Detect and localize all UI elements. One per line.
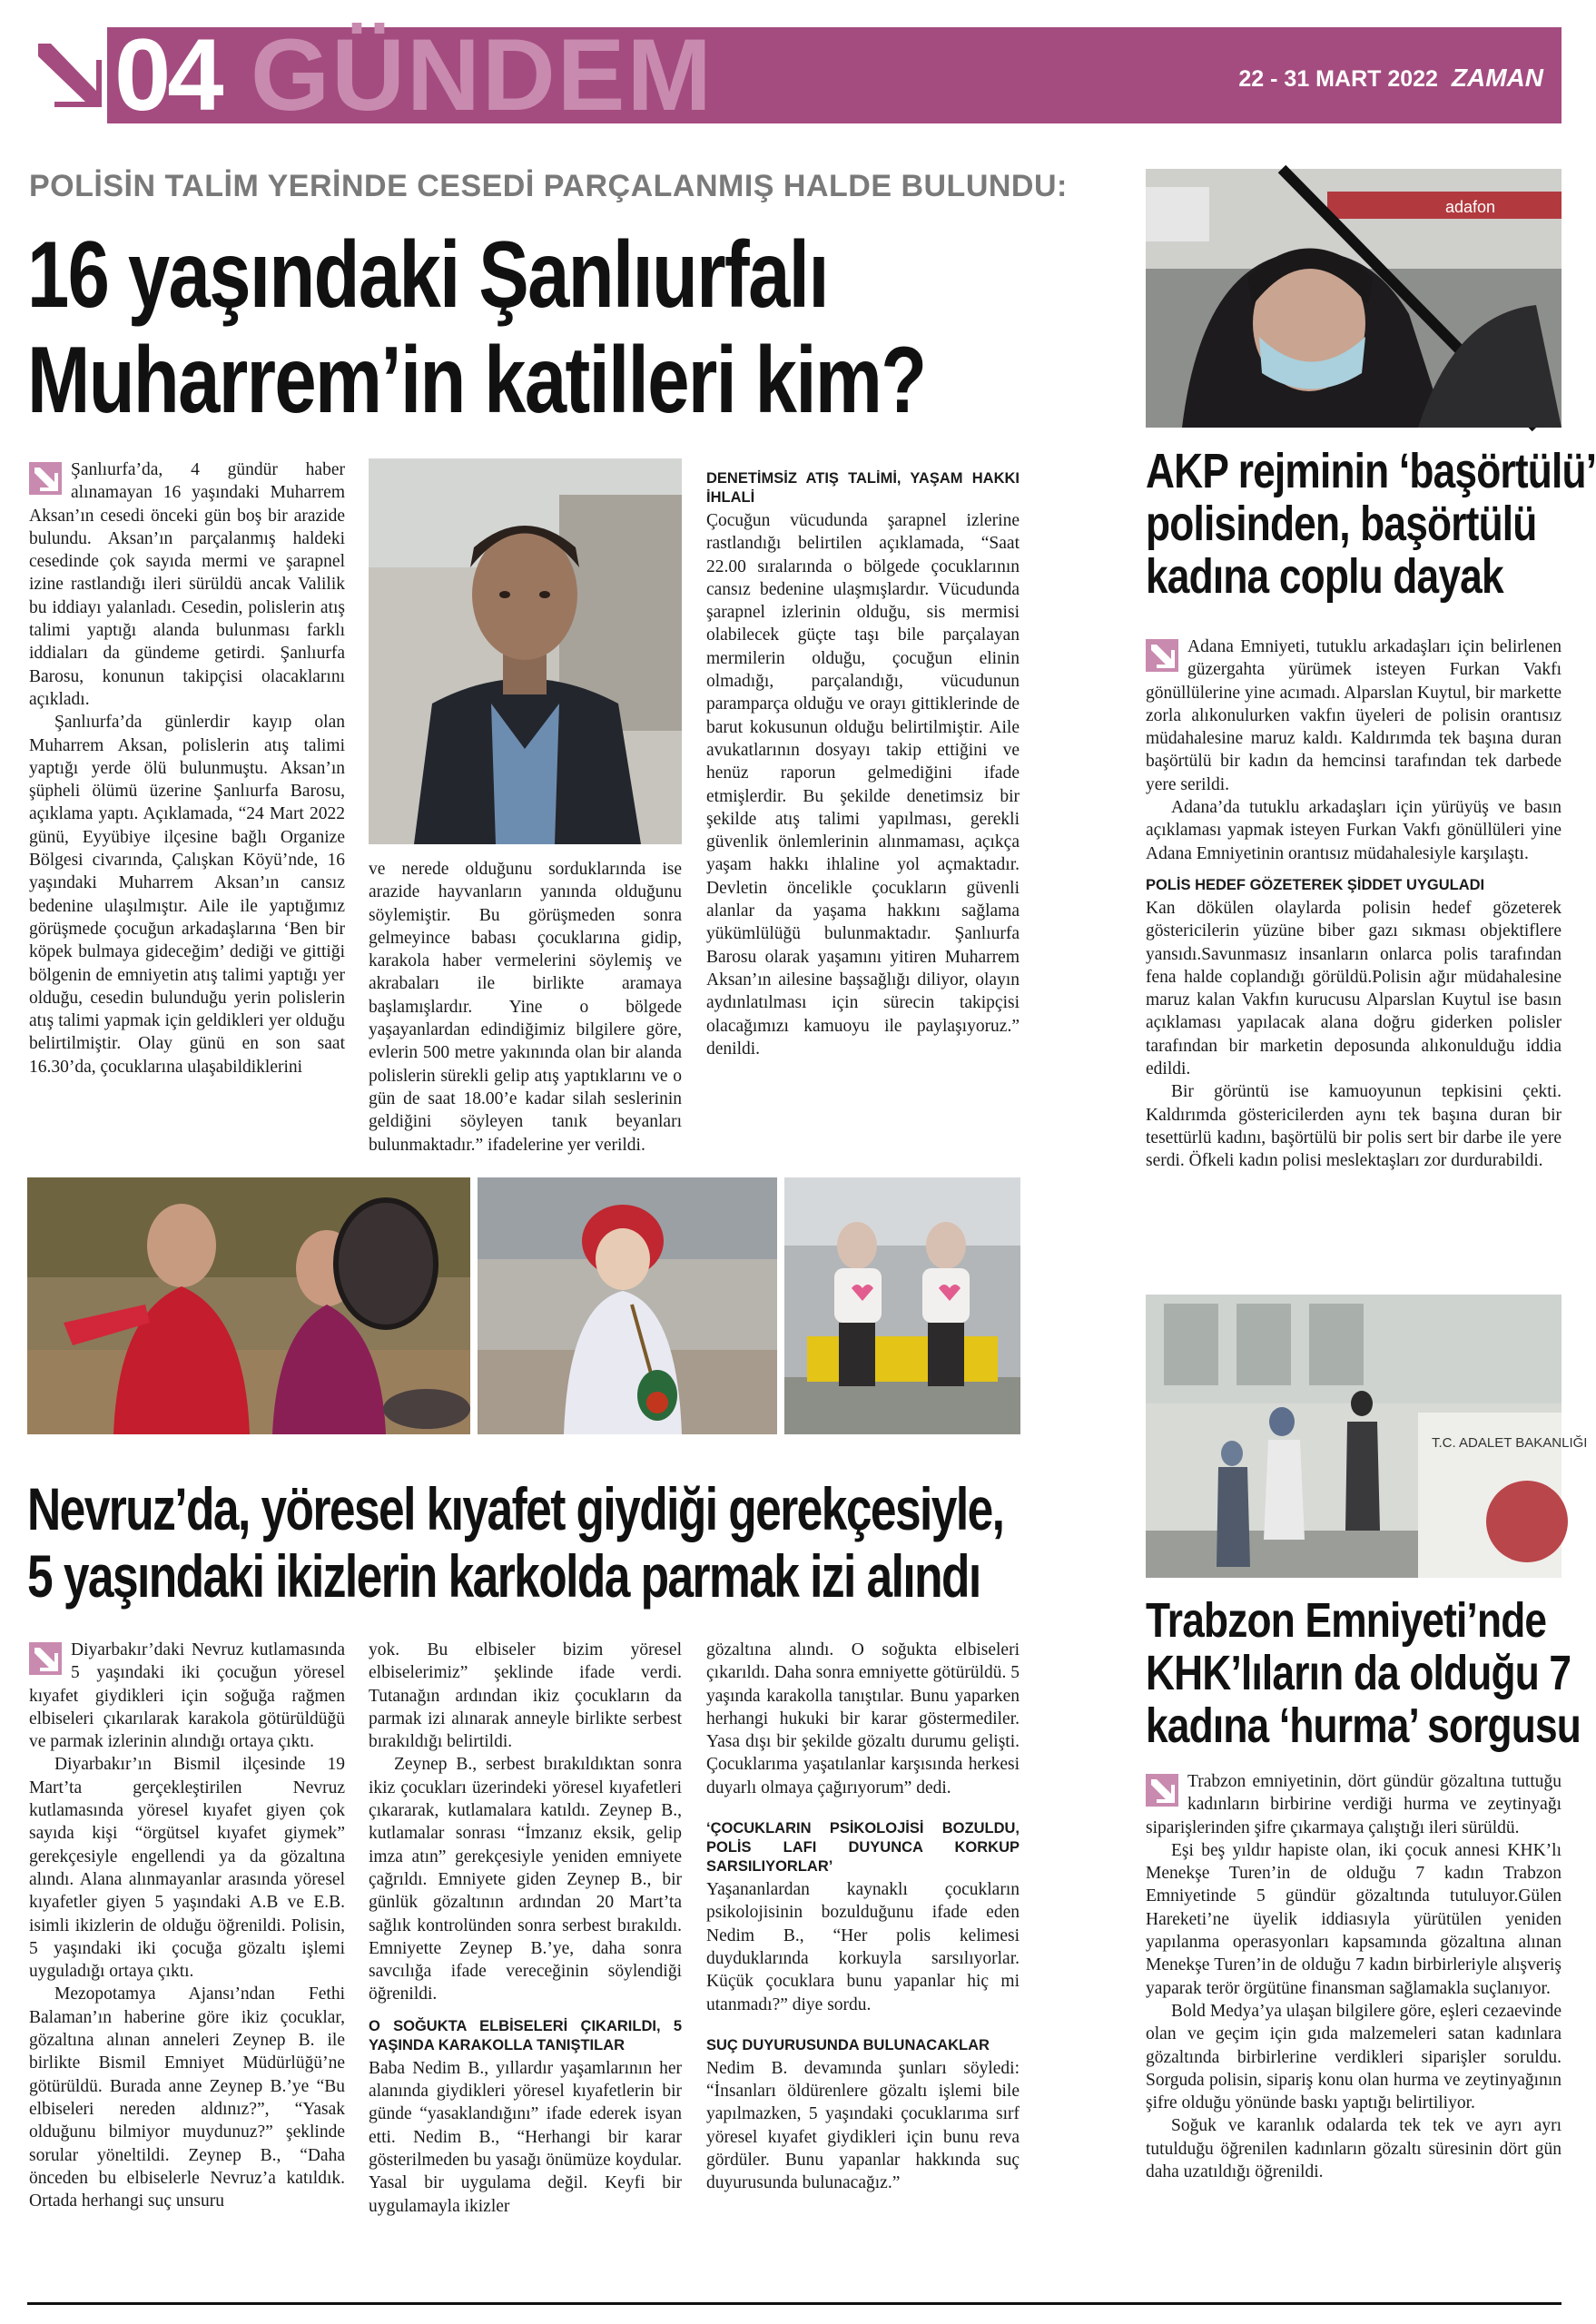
second-col-2 xyxy=(369,1639,682,2218)
main-col2-text: ve nerede olduğunu sorduklarında ise arazide hayvanların yanında olduğunu söylemiştir. Bu görüşmeden sonra gelmeyince babası çocuklarına gidip, karakola haber vermelerini söylemiş ve akrabaları ile birlikte aramaya başlamışlardır. Yine o bölgede yaşayanlardan edindiğimiz bilgilere göre, evlerin 500 metre yakınında olan bir alanda polislerin sürekli gelip atış yaptıklarını ve o gün de saat 18.00’e kadar silah seslerinin geldiğini söyleyen tanık beyanları bulunmaktadır.” ifadelerine yer verildi. xyxy=(369,860,682,1155)
side1-headline-line3: kadına coplu dayak xyxy=(1146,549,1503,604)
courthouse-sign: T.C. ADALET BAKANLIĞI xyxy=(1432,1435,1588,1451)
second-col3-p3: Nedim B. devamında şunları söyledi: “İnsanları öldürenlere gözaltı işlemi bile yapılmazken, 5 yaşındaki çocuklarıma sırf yöresel kıyafet giydikleri için bunu reva gördüler. Bunu yapanlar hakkında suç duyurusunda bulunacağız.” xyxy=(706,2058,1020,2193)
photo-protest xyxy=(1146,169,1562,428)
side2-p1: Trabzon emniyetinin, dört gündür gözaltına tuttuğu kadınların birbirine verdiği hurma ve zeytinyağı siparişlerinden şifre çıkarmaya çalıştığı ileri sürüldü. xyxy=(1146,1772,1562,1837)
second-col-3 xyxy=(706,1639,1020,2195)
main-col1-p1: Şanlıurfa’da, 4 gündür haber alınamayan 16 yaşındaki Muharrem Aksan’ın cesedi önceki gün boş bir arazide bulundu. Aksan’ın parçalanmış haldeki cesedinde çok sayıda mermi ve şarapnel izine rastlandığı ileri sürüldü ancak Valilik bu iddiayı yalanladı. Cesedin, polislerin atış talimi yaptığı alanda bulunması farklı iddiaları da gündeme getirdi. Şanlıurfa Barosu, konunun takipçisi olacaklarını açıkladı. xyxy=(29,460,345,709)
main-headline-line1: 16 yaşındaki Şanlıurfalı xyxy=(27,222,828,328)
side2-headline-line1: Trabzon Emniyeti’nde xyxy=(1146,1593,1547,1648)
side1-p3: Kan dökülen olaylarda polisin hedef gözeterek göstericilerin yüzüne biber gazı sıkması objektiflere yansıdı.Savunmasız insanların onlarca polis tarafından fena halde coplandığı görüldü.Polisin ağır müdahalesine maruz kalan Vakfın kurucusu Alparslan Kuytul ise basın açıklaması yapılacak alana doğru giderken polisler tarafından bir marketin deposunda alıkonulduğu iddia edildi. xyxy=(1146,898,1562,1079)
second-col-1 xyxy=(29,1639,345,2212)
second-subhead-2: ‘ÇOCUKLARIN PSİKOLOJİSİ BOZULDU, POLİS LAFI DUYUNCA KORKUP SARSILIYORLAR’ xyxy=(706,1820,1020,1876)
story-marker-icon xyxy=(29,1642,62,1675)
date-text: 22 - 31 MART 2022 xyxy=(1238,66,1438,92)
side2-headline-line2: KHK’lıların da olduğu 7 xyxy=(1146,1646,1571,1700)
second-col1-p3: Mezopotamya Ajansı’ndan Fethi Balaman’ın haberine göre ikiz çocuklar, gözaltına alınan anneleri Zeynep B. ile birlikte Bismil Emniyet Müdürlüğü’ne götürüldü. Burada anne Zeynep B.’ye “Bu elbiseleri nereden aldınız?”, “Yasak olduğunu bilmiyor muydunuz?” şeklinde sorular yöneltildi. Zeynep B., “Daha önceden bu elbiselerle Nevruz’a katıldık. Ortada herhangi suç unsuru xyxy=(29,1984,345,2211)
main-subhead: DENETİMSİZ ATIŞ TALİMİ, YAŞAM HAKKI İHLALİ xyxy=(706,470,1020,506)
story-marker-icon xyxy=(1146,639,1178,672)
bottom-rule xyxy=(27,2302,1562,2305)
photo-nevruz-child xyxy=(478,1177,777,1434)
second-headline-line2: 5 yaşındaki ikizlerin karkolda parmak izi alındı xyxy=(27,1542,980,1610)
second-col1-p2: Diyarbakır’ın Bismil ilçesinde 19 Mart’ta gerçekleştirilen Nevruz kutlamasında yöresel kıyafet giyen çok sayıda kişi “örgütsel kıyafet giymek” gerekçesiyle engellendi ya da gözaltına alındı. Alana alınmayanlar arasında yöresel kıyafetler giyen 5 yaşındaki A.B ve E.B. isimli ikizlerin de olduğu öğrenildi. Polisin, 5 yaşındaki iki çocuğa gözaltı işlemi uyguladığı ortaya çıktı. xyxy=(29,1755,345,1982)
second-headline-line1: Nevruz’da, yöresel kıyafet giydiği gerekçesiyle, xyxy=(27,1475,1004,1542)
brand-logo: ZAMAN xyxy=(1451,64,1543,92)
side1-p4: Bir görüntü ise kamuoyunun tepkisini çekti. Kaldırımda göstericilerden aynı tek başına duran bir tesettürlü kadını, başörtülü bir polis sert bir darbe ile yere serdi. Öfkeli kadın polisi meslektaşları zor durdurabildi. xyxy=(1146,1082,1562,1171)
side1-headline-line1: AKP rejminin ‘başörtülü’ xyxy=(1146,444,1596,498)
main-kicker: POLİSİN TALİM YERİNDE CESEDİ PARÇALANMIŞ HALDE BULUNDU: xyxy=(29,169,1068,203)
main-col-2a xyxy=(369,858,682,1157)
side2-body xyxy=(1146,1770,1562,2183)
side1-subhead: POLİS HEDEF GÖZETEREK ŞİDDET UYGULADI xyxy=(1146,876,1485,893)
second-col3-p1: gözaltına alındı. O soğukta elbiseleri çıkarıldı. Daha sonra emniyette götürüldü. 5 yaşında karakolla tanıştılar. Bunu yaparken herhangi hukuki bir karar göstermediler. Yasa dışı bir şekilde gözaltı durumu gelişti. Çocuklarıma yaşatılanlar karşısında herkesi duyarlı olmaya çağırıyorum” dedi. xyxy=(706,1640,1020,1797)
second-col2-p1: yok. Bu elbiseler bizim yöresel elbiselerimiz” şeklinde ifade verdi. Tutanağın ardından ikiz çocukların da parmak izi alınarak anneyle birlikte serbest bırakıldığı belirtildi. xyxy=(369,1640,682,1752)
side2-headline-line3: kadına ‘hurma’ sorgusu xyxy=(1146,1699,1581,1753)
page-number: 04 xyxy=(114,18,221,132)
photo-twins xyxy=(784,1177,1020,1434)
side2-p4: Soğuk ve karanlık odalarda tek tek ve ayrı ayrı tutulduğu öğrenilen kadınların gözaltı süresinin dört gün daha uzatıldığı öğrenildi. xyxy=(1146,2116,1562,2182)
story-marker-icon xyxy=(1146,1774,1178,1807)
main-col-3 xyxy=(706,458,1020,1060)
side2-p3: Bold Medya’ya ulaşan bilgilere göre, eşleri cezaevinde olan ve geçim için gıda malzemeleri satan kadınlara gözaltında birbirlerine verdikleri siparişler soruldu. Sorguda polisin, sipariş konu olan hurma ve zeytinyağının şifre olduğu yönünde baskı yaptığı belirtiliyor. xyxy=(1146,2001,1562,2113)
side1-p2: Adana’da tutuklu arkadaşları için yürüyüş ve basın açıklaması yapmak isteyen Furkan Vakfı gönüllüleri yine Adana Emniyetinin orantısız müdahalesiyle karşılaştı. xyxy=(1146,798,1562,863)
side1-body xyxy=(1146,635,1562,1173)
second-subhead-1: O SOĞUKTA ELBİSELERİ ÇIKARILDI, 5 YAŞINDA KARAKOLLA TANIŞTILAR xyxy=(369,2017,682,2053)
main-col-1 xyxy=(29,458,345,1078)
second-subhead-3: SUÇ DUYURUSUNDA BULUNACAKLAR xyxy=(706,2036,990,2053)
storefront-text: adafon xyxy=(1445,198,1496,216)
photo-courthouse xyxy=(1146,1295,1588,1578)
issue-date xyxy=(1238,64,1543,93)
side2-p2: Eşi beş yıldır hapiste olan, iki çocuk annesi KHK’lı Menekşe Turen’in de olduğu 7 kadın Trabzon Emniyetinde 5 gündür gözaltında tutuluyor.Gülen Hareketi’ne üyelik iddiasıyla yürütülen yeniden yapılanma operasyonları kapsamında gözaltına alınan Menekşe Turen’in de olduğu 7 kadın birbirleriyle alışveriş yaparak terör örgütüne finansman sağlamakla suçlanıyor. xyxy=(1146,1840,1562,1998)
story-marker-icon xyxy=(29,462,62,495)
second-col1-p1: Diyarbakır’daki Nevruz kutlamasında 5 yaşındaki iki çocuğun yöresel kıyafet giydikleri için soğuğa rağmen elbiseleri çıkarılarak karakola götürüldüğü ve parmak izlerinin alındığı ortaya çıktı. xyxy=(29,1640,345,1752)
second-col3-p2: Yaşananlardan kaynaklı çocukların psikolojisinin bozulduğunu ifade eden Nedim B., “Her polis kelimesi duyduklarında korkuyla sarsılıyorlar. Küçük çocuklara bunu yapanlar hiç mi utanmadı?” diye sordu. xyxy=(706,1880,1020,2014)
second-col2-p2: Zeynep B., serbest bırakıldıktan sonra ikiz çocukları üzerindeki yöresel kıyafetleri çıkararak, kutlamalara katıldı. Zeynep B., kutlamalar sonrası “İmzanız eksik, gelip imza atın” gerekçesiyle yeniden emniyete çağrıldı. Emniyete giden Zeynep B., bir günlük gözaltının ardından 20 Mart’ta sağlık kontrolünden sonra serbest bırakıldı. Emniyette Zeynep B.’ye, daha sonra savcılığa ifade vereceğinin söylendiği öğrenildi. xyxy=(369,1755,682,2004)
main-col3-p1: Çocuğun vücudunda şarapnel izlerine rastlandığı belirtilen açıklamada, “Saat 22.00 sıralarında o bölgede çocuklarının cansız bedenine ulaşmışlardır. Vücudunda şarapnel izlerinin olduğu, sis mermisi olabilecek güçte taşı bile parçalayan mermilerin olduğu, çocuğun elinin olmadığı, parçalandığı, vücudunun paramparça olduğu ve orayı gittiklerinde de barut kokusunun olduğu belirtilmiştir. Aile avukatlarının dosyayı takip ettiğini ve henüz raporun gelmediğini ifade etmişlerdir. Bu şekilde denetimsiz bir şekilde atış talimi yapılması, gerekli güvenlik önlemlerinin alınmaması, açıkça yaşam hakkı ihlaline yol açmaktadır. Devletin öncelikle çocukların güvenli alanlar da yaşama hakkını sağlama yükümlülüğü bulunmaktadır. Şanlıurfa Barosu olarak yaşamını yitiren Muharrem Aksan’ın ailesine başsağlığı diliyor, olayın aydınlatılması için sürecin takipçisi olacağımızı kamuoyu ile paylaşıyoruz.” denildi. xyxy=(706,511,1020,1059)
section-arrow-icon xyxy=(27,27,107,123)
side1-p1: Adana Emniyeti, tutuklu arkadaşları için belirlenen güzergahta yürümek isteyen Furkan Vakfı gönüllülerine yine acımadı. Alparslan Kuytul, bir markette zorla alıkonulurken vakfın üyeleri de polisin orantısız müdahalesine maruz kaldı. Kaldırımda tek başına duran başörtülü bir kadın da hemcinsi tarafından tek darbede yere serildi. xyxy=(1146,637,1562,794)
photo-muharrem xyxy=(369,458,682,844)
side1-headline-line2: polisinden, başörtülü xyxy=(1146,497,1537,551)
photo-nevruz-dancers xyxy=(27,1177,470,1434)
main-col1-p2: Şanlıurfa’da günlerdir kayıp olan Muharrem Aksan, polislerin atış talimi yaptığı yerde ölü bulunmuştu. Aksan’ın şüpheli ölümü üzerine Şanlıurfa Barosu, açıklama yaptı. Açıklamada, “24 Mart 2022 günü, Eyyübiye ilçesine bağlı Organize Bölgesi civarında, Çalışkan Köyü’nde, 16 yaşındaki Muharrem Aksan’ın cansız bedenine ulaşılmıştır. Aile ile yaptığımız görüşmede çocuğun arkadaşlarına ‘Ben bir köpek bulmaya gideceğim’ dediği ve gittiği bölgenin de emniyetin atış talimi yaptığı yer olduğu, cesedin bulunduğu yerin polislerin atış talimi yapmak için geldikleri yer olduğu belirtilmiştir. Olay günü en son saat 16.30’da, çocuklarına ulaşabildiklerini xyxy=(29,713,345,1077)
section-title: GÜNDEM xyxy=(251,18,714,132)
second-col2-p3: Baba Nedim B., yıllardır yaşamlarının her alanında giydikleri yöresel kıyafetlerin bir günde “yasaklandığını” ifade ederek isyan etti. Nedim B., “Herhangi bir karar gösterilmeden bu yasağı önümüze koydular. Yasal bir uygulama değil. Keyfi bir uygulamayla ikizler xyxy=(369,2058,682,2216)
section-header xyxy=(27,18,1562,132)
main-headline-line2: Muharrem’in katilleri kim? xyxy=(27,328,926,433)
